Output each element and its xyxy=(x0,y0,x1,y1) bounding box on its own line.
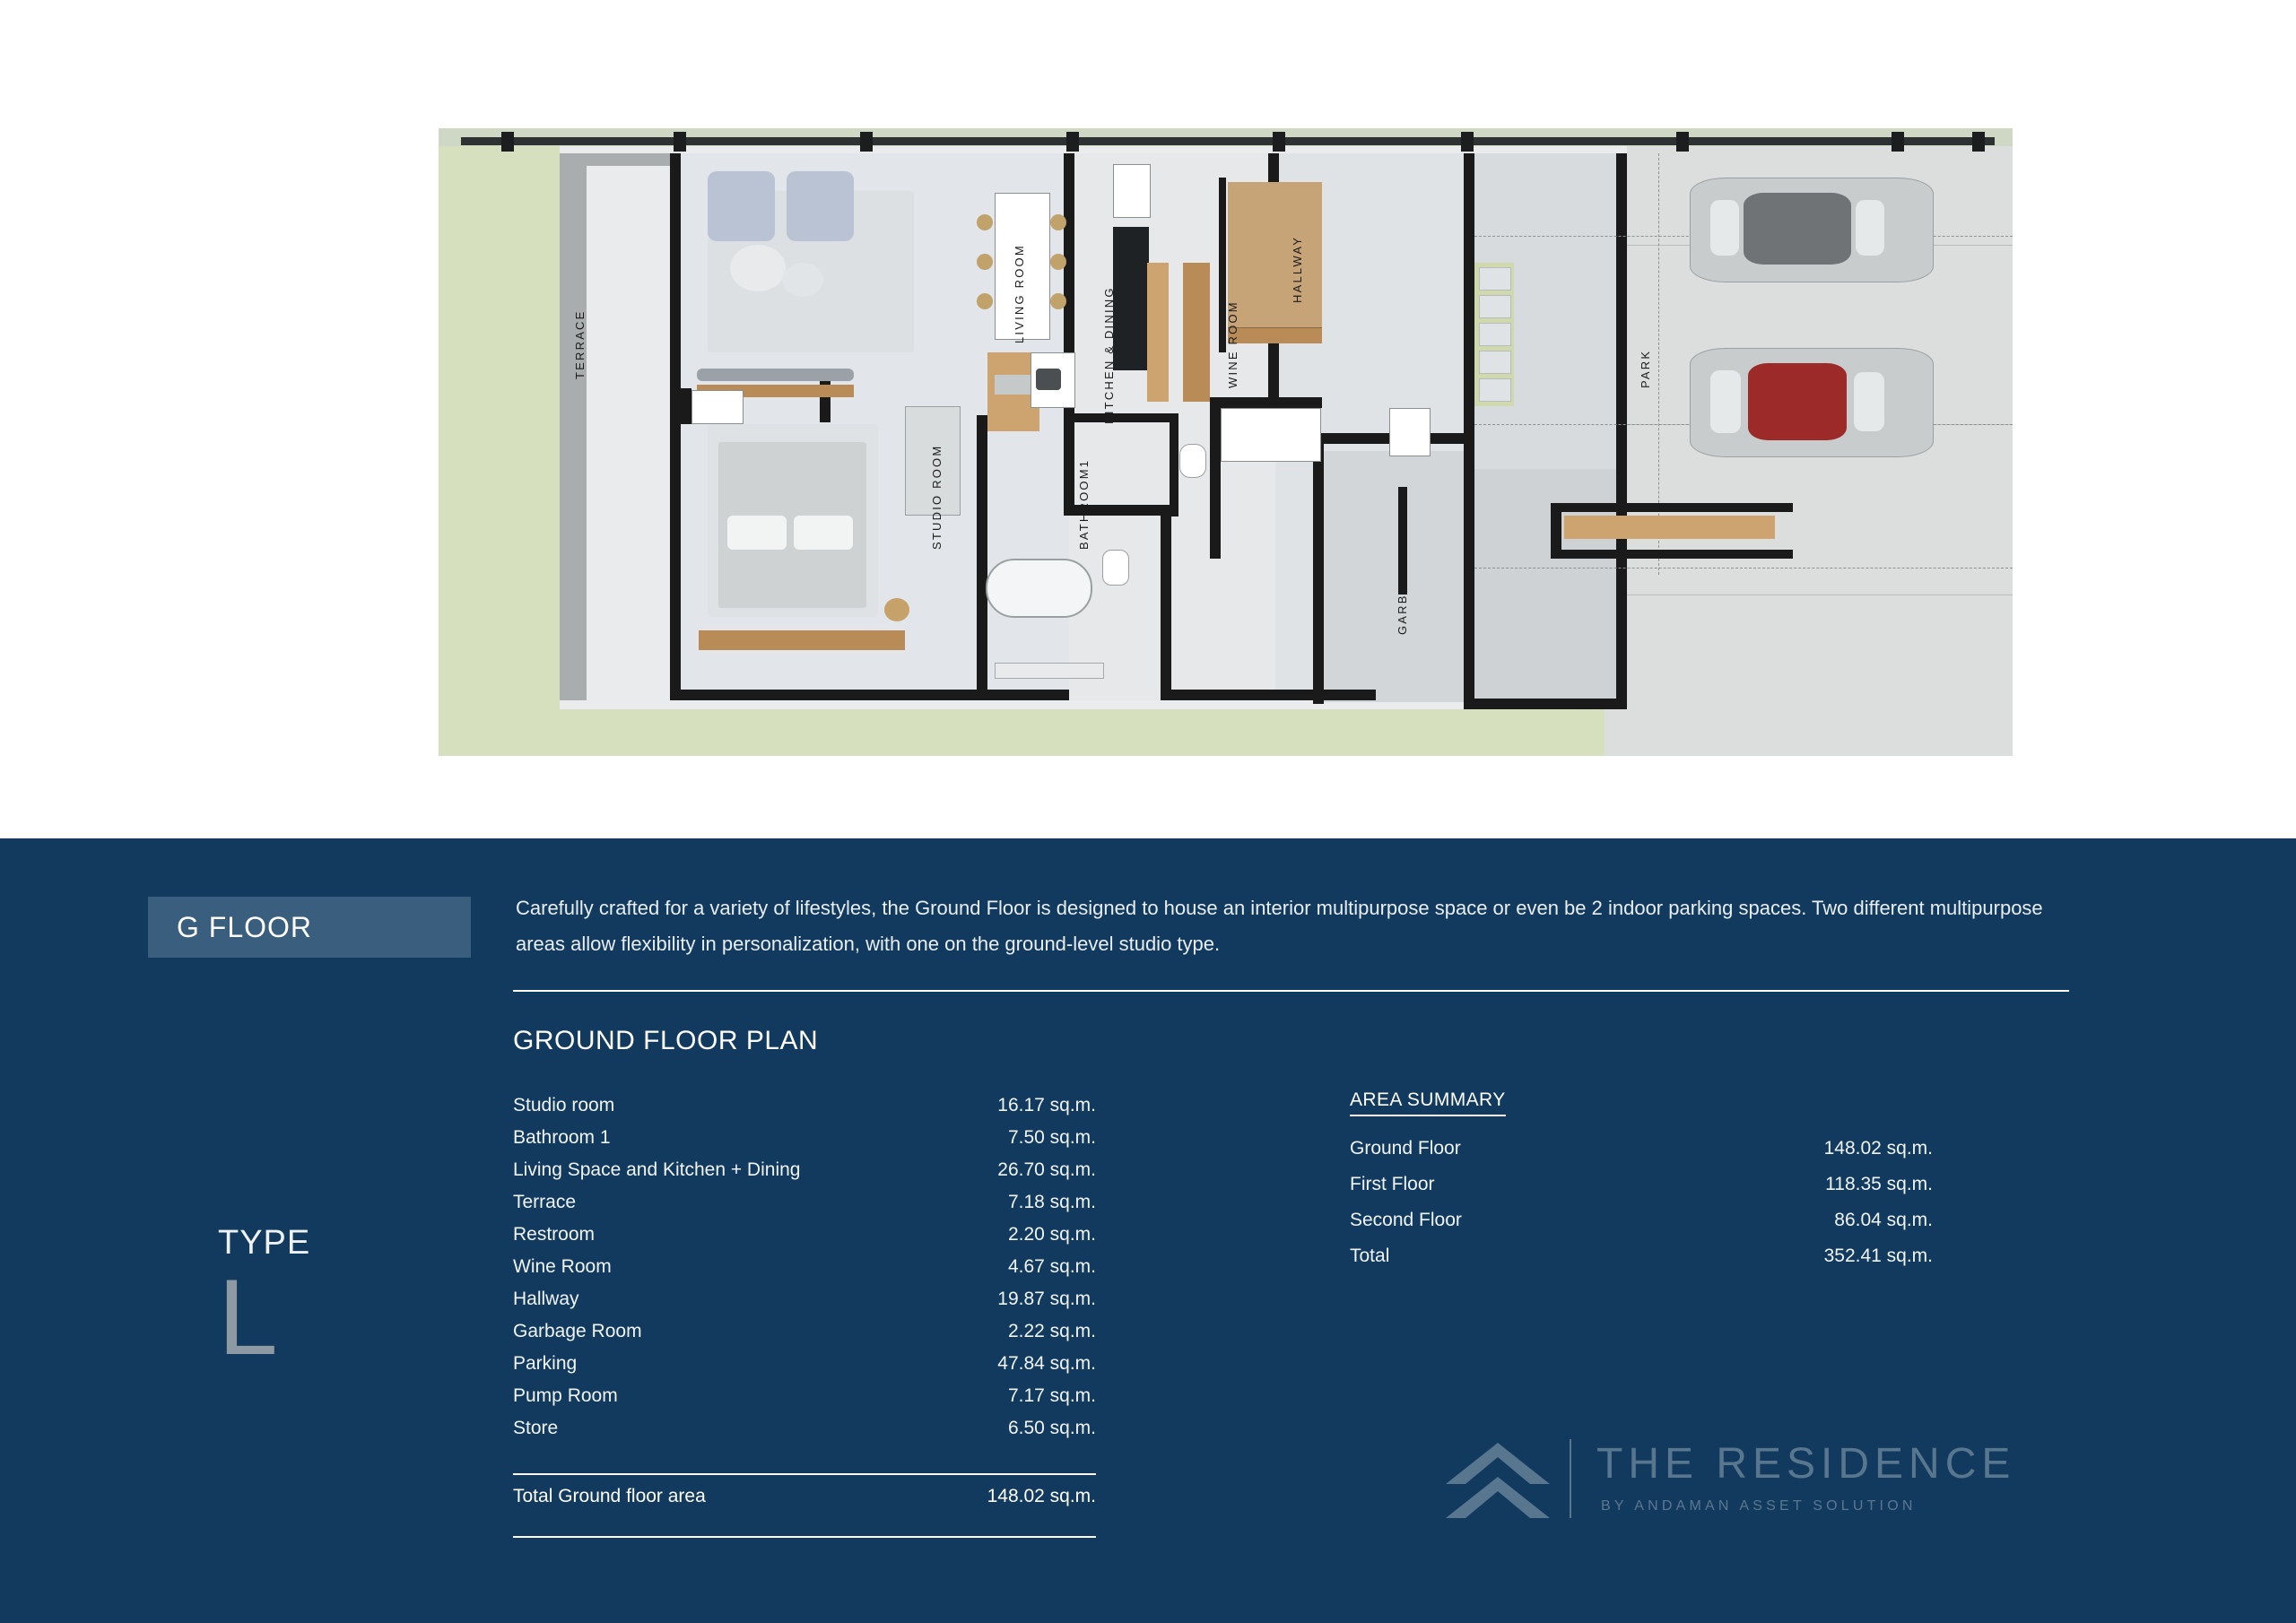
room-area: 6.50 sq.m. xyxy=(1007,1418,1096,1438)
table-row xyxy=(513,1315,1096,1348)
stair-step xyxy=(1228,214,1322,231)
stair-step xyxy=(1228,295,1322,312)
bathtub xyxy=(986,559,1092,618)
windshield xyxy=(1710,200,1739,256)
table-row xyxy=(513,1186,1096,1219)
wall xyxy=(1616,153,1627,709)
stool xyxy=(884,598,909,621)
dining-chair xyxy=(1050,214,1066,230)
beam-tick xyxy=(501,132,514,152)
beam-tick xyxy=(1892,132,1904,152)
armchair xyxy=(787,171,854,241)
wall xyxy=(1161,690,1376,700)
area-summary xyxy=(1350,1089,1933,1274)
unit-type-block xyxy=(218,1224,311,1377)
room-name: Parking xyxy=(513,1353,578,1374)
floorplan-canvas xyxy=(439,128,2013,756)
step xyxy=(1479,323,1511,346)
floor-tag xyxy=(148,897,471,958)
room-area: 26.70 sq.m. xyxy=(997,1159,1096,1180)
wall xyxy=(1551,550,1793,559)
label-toilet: TOILET xyxy=(1210,447,1223,500)
wall xyxy=(977,415,987,693)
summary-row xyxy=(1350,1131,1933,1167)
summary-row xyxy=(1350,1238,1933,1274)
room-area: 2.20 sq.m. xyxy=(1007,1224,1096,1245)
windshield xyxy=(1710,370,1741,433)
room-area: 7.18 sq.m. xyxy=(1007,1192,1096,1212)
divider xyxy=(513,1536,1096,1538)
step xyxy=(1479,351,1511,374)
table-row xyxy=(513,1348,1096,1380)
label-wine-room: WINE ROOM xyxy=(1226,300,1239,388)
outdoor-counter xyxy=(1564,516,1775,539)
room-area: 2.22 sq.m. xyxy=(1007,1321,1096,1341)
summary-row xyxy=(1350,1167,1933,1202)
wine-shelf xyxy=(1183,263,1210,402)
armchair xyxy=(708,171,775,241)
label-bathroom1: BATHROOM1 xyxy=(1077,458,1091,550)
pillow xyxy=(794,516,853,550)
brand-logo xyxy=(1444,1430,2018,1529)
dining-chair xyxy=(1050,254,1066,270)
toilet-fixture xyxy=(1179,444,1206,478)
stair-step xyxy=(1228,279,1322,296)
logo-divider xyxy=(1570,1439,1571,1518)
dining-chair xyxy=(977,214,993,230)
rear-window xyxy=(1856,200,1884,256)
table-row xyxy=(513,1380,1096,1412)
wall xyxy=(1464,699,1627,709)
shower-tray xyxy=(995,663,1104,679)
label-studio-room: STUDIO ROOM xyxy=(930,444,944,550)
type-word: TYPE xyxy=(218,1224,311,1262)
wall xyxy=(587,153,681,166)
label-pump-room: PUMP ROOM xyxy=(1313,485,1326,577)
wall xyxy=(1066,413,1174,422)
label-terrace: TERRACE xyxy=(573,309,587,379)
beam-tick xyxy=(860,132,873,152)
divider xyxy=(513,990,2069,992)
stair-step xyxy=(1228,247,1322,264)
stair-step xyxy=(1228,230,1322,247)
label-garbage-room: GARBAGE ROOM xyxy=(1396,514,1409,635)
stair-step xyxy=(1228,182,1322,199)
dining-chair xyxy=(1050,293,1066,309)
wall xyxy=(1210,397,1322,408)
kitchen-sink xyxy=(995,375,1032,395)
total-label: Total Ground floor area xyxy=(513,1486,706,1506)
store-unit xyxy=(1389,408,1431,456)
wardrobe xyxy=(691,390,744,424)
room-name: Wine Room xyxy=(513,1256,612,1277)
beam-tick xyxy=(1972,132,1985,152)
terrace-wall xyxy=(560,153,587,700)
step xyxy=(1479,378,1511,402)
stair-step xyxy=(1228,198,1322,215)
bed-bench xyxy=(699,630,905,650)
room-area: 19.87 sq.m. xyxy=(997,1289,1096,1309)
wall xyxy=(1170,413,1178,516)
water-tank xyxy=(1221,408,1321,462)
label-park: PARK xyxy=(1639,349,1652,388)
logo-title: THE RESIDENCE xyxy=(1596,1440,2016,1488)
wall xyxy=(670,153,681,700)
intro-paragraph: Carefully crafted for a variety of lifestyles, the Ground Floor is designed to house an interior multipurpose space or even be 2 indoor parking spaces. Two different multipurpose areas allow flexibility in personalization, with one on the ground-level studio type. xyxy=(516,897,2043,955)
sink xyxy=(1102,550,1129,586)
table-row xyxy=(513,1219,1096,1251)
label-hallway: HALLWAY xyxy=(1291,235,1304,303)
logo-subtitle: BY ANDAMAN ASSET SOLUTION xyxy=(1601,1498,1917,1514)
beam-tick xyxy=(1273,132,1285,152)
table-row xyxy=(513,1251,1096,1283)
room-area-table xyxy=(513,1089,1096,1445)
wall xyxy=(1551,503,1793,512)
room-name: Living Space and Kitchen + Dining xyxy=(513,1159,801,1180)
room-area: 16.17 sq.m. xyxy=(997,1095,1096,1115)
table-row xyxy=(513,1122,1096,1154)
cooktop xyxy=(1036,369,1061,390)
car-roof xyxy=(1744,193,1851,265)
stair-wall xyxy=(1219,178,1226,352)
console xyxy=(697,369,854,381)
fridge xyxy=(1113,227,1149,370)
appliance xyxy=(1113,164,1151,218)
table-row xyxy=(513,1154,1096,1186)
summary-name: Ground Floor xyxy=(1350,1138,1461,1159)
room-area: 7.50 sq.m. xyxy=(1007,1127,1096,1148)
table-row xyxy=(513,1412,1096,1445)
summary-row xyxy=(1350,1202,1933,1238)
structure-beam xyxy=(461,137,1995,145)
wall xyxy=(681,388,691,424)
room-name: Garbage Room xyxy=(513,1321,642,1341)
total-area: 148.02 sq.m. xyxy=(987,1486,1096,1506)
type-letter: L xyxy=(218,1257,278,1377)
summary-area: 148.02 sq.m. xyxy=(1823,1138,1933,1159)
summary-area: 86.04 sq.m. xyxy=(1834,1210,1933,1230)
dining-chair xyxy=(977,293,993,309)
total-row xyxy=(513,1486,1096,1507)
floor-tag-label: G FLOOR xyxy=(177,910,313,943)
room-name: Pump Room xyxy=(513,1385,618,1406)
car-roof-red xyxy=(1748,363,1847,440)
summary-area: 352.41 sq.m. xyxy=(1823,1245,1933,1266)
table-row xyxy=(513,1283,1096,1315)
room-name: Restroom xyxy=(513,1224,596,1245)
room-area: 47.84 sq.m. xyxy=(997,1353,1096,1374)
wall xyxy=(670,690,1069,700)
table-row xyxy=(513,1089,1096,1122)
dining-chair xyxy=(977,254,993,270)
stair-step xyxy=(1228,263,1322,280)
summary-area: 118.35 sq.m. xyxy=(1825,1174,1933,1194)
summary-name: Total xyxy=(1350,1245,1390,1266)
label-living-room: LIVING ROOM xyxy=(1013,244,1026,343)
rear-window xyxy=(1854,372,1884,431)
step xyxy=(1479,267,1511,291)
pump-floor xyxy=(1318,451,1465,702)
stair-step xyxy=(1228,311,1322,328)
wall xyxy=(1064,153,1074,512)
wall xyxy=(1161,505,1171,700)
label-kitchen-dining: KITCHEN & DINING xyxy=(1102,286,1116,424)
room-area: 4.67 sq.m. xyxy=(1007,1256,1096,1277)
room-name: Hallway xyxy=(513,1289,579,1309)
summary-name: Second Floor xyxy=(1350,1210,1462,1230)
divider xyxy=(513,1473,1096,1475)
room-name: Studio room xyxy=(513,1095,615,1115)
room-name: Bathroom 1 xyxy=(513,1127,611,1148)
room-name: Terrace xyxy=(513,1192,577,1212)
area-summary-title: AREA SUMMARY xyxy=(1350,1089,1506,1116)
logo-mark-icon xyxy=(1444,1437,1552,1523)
side-table xyxy=(782,263,823,297)
room-name: Store xyxy=(513,1418,559,1438)
beam-tick xyxy=(1461,132,1474,152)
pillow xyxy=(727,516,787,550)
wall xyxy=(1464,153,1474,709)
beam-tick xyxy=(674,132,686,152)
wine-shelf xyxy=(1147,263,1169,402)
beam-tick xyxy=(1676,132,1689,152)
beam-tick xyxy=(1066,132,1079,152)
step xyxy=(1479,295,1511,318)
summary-name: First Floor xyxy=(1350,1174,1435,1194)
room-area: 7.17 sq.m. xyxy=(1007,1385,1096,1406)
coffee-table xyxy=(730,245,786,291)
plan-title: GROUND FLOOR PLAN xyxy=(513,1026,819,1055)
